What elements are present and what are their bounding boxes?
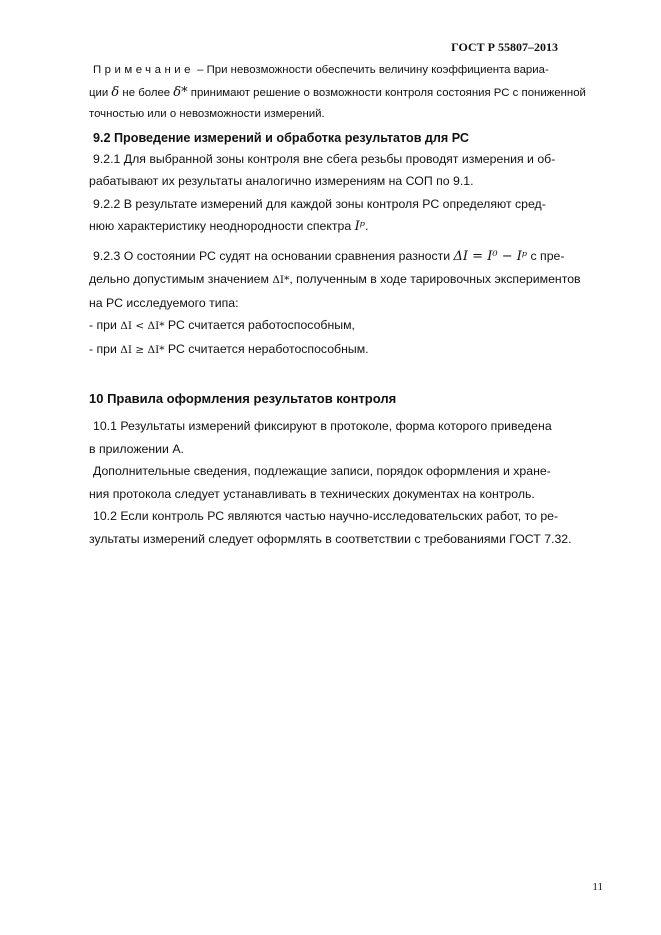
note-line-2: ции δ не более δ* принимают решение о возможности контроля состояния РС с пониженной — [89, 84, 586, 100]
paragraph-9-2-3-line-1: 9.2.3 О состоянии РС судят на основании сравнения разности ΔI = I⁰ − Iᵖ с пре- — [93, 248, 565, 264]
paragraph-10-extra-line-1: Дополнительные сведения, подлежащие записи, порядок оформления и хране- — [93, 464, 551, 478]
delta-star-symbol: δ* — [173, 84, 188, 100]
paragraph-10-1-line-1: 10.1 Результаты измерений фиксируют в протоколе, форма которого приведена — [93, 419, 552, 433]
paragraph-9-2-1-line-2: рабатывают их результаты аналогично измерениям на СОП по 9.1. — [89, 174, 474, 188]
dI-star-formula: ΔI* — [272, 274, 290, 286]
difference-formula: ΔI = I⁰ − Iᵖ — [453, 248, 528, 264]
note-label: Примечание — [93, 64, 194, 76]
paragraph-9-2-1-line-1: 9.2.1 Для выбранной зоны контроля вне сбега резьбы проводят измерения и об- — [93, 151, 556, 166]
paragraph-9-2-3-line-3: на РС исследуемого типа: — [89, 295, 239, 310]
paragraph-9-2-2-line-1: 9.2.2 В результате измерений для каждой зоны контроля РС определяют сред- — [93, 196, 546, 211]
document-code: ГОСТ Р 55807–2013 — [451, 40, 558, 54]
page-content — [91, 60, 606, 550]
note-line-3: точностью или о невозможности измерений. — [89, 108, 325, 120]
paragraph-10-2-line-1: 10.2 Если контроль РС являются частью научно-исследовательских работ, то ре- — [93, 509, 559, 523]
page-number: 11 — [592, 881, 603, 893]
paragraph-10-extra-line-2: ния протокола следует устанавливать в технических документах на контроль. — [89, 486, 535, 501]
paragraph-10-1-line-2: в приложении А. — [89, 441, 184, 456]
condition-less-formula: ΔI < ΔI* — [120, 320, 165, 332]
condition-greater-formula: ΔI ≥ ΔI* — [120, 343, 165, 356]
list-item-inoperable: - при ΔI ≥ ΔI* РС считается неработоспособным. — [89, 341, 369, 356]
delta-symbol: δ — [111, 84, 120, 100]
section-9-2-heading: 9.2 Проведение измерений и обработка результатов для РС — [93, 130, 469, 145]
paragraph-9-2-3-line-2: дельно допустимым значением ΔI*, полученным в ходе тарировочных экспериментов — [89, 272, 581, 286]
note-text-1: – При невозможности обеспечить величину коэффициента вариа- — [193, 64, 549, 76]
list-item-operable: - при ΔI < ΔI* РС считается работоспособным, — [89, 318, 355, 332]
paragraph-10-2-line-2: зультаты измерений следует оформлять в соответствии с требованиями ГОСТ 7.32. — [89, 531, 572, 546]
ip-formula: Iᵖ — [354, 219, 365, 234]
paragraph-9-2-2-line-2: нюю характеристику неоднородности спектра Iᵖ. — [89, 219, 369, 234]
section-10-heading: 10 Правила оформления результатов контроля — [89, 391, 397, 406]
note-line-1 — [91, 60, 606, 82]
